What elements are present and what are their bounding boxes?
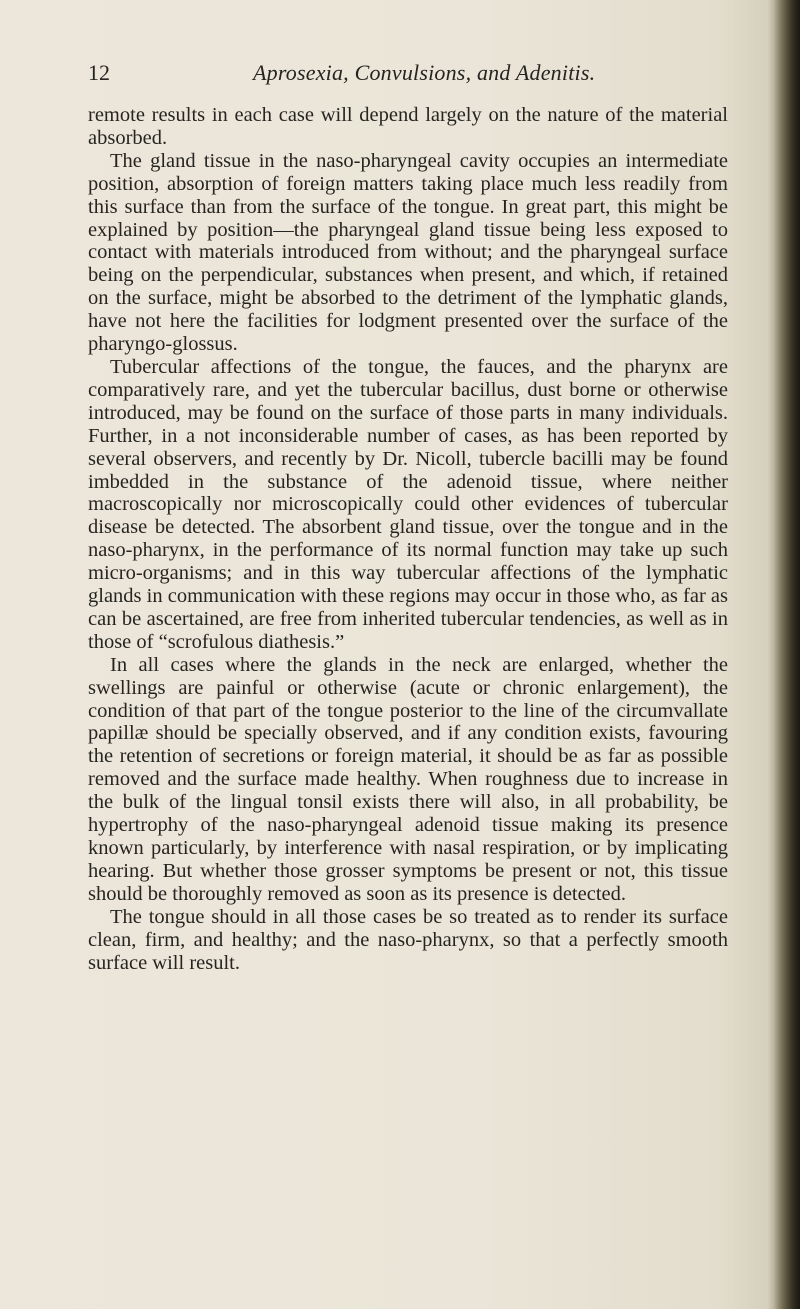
page-binding-edge [774, 0, 800, 1309]
paragraph-tongue-treatment: The tongue should in all those cases be so treated as to render its surface clean, firm, and healthy; and the naso-pharynx, so that a perfectly smooth surface will result. [88, 905, 728, 974]
paragraph-enlarged-glands: In all cases where the glands in the neck are enlarged, whether the swellings are painful or otherwise (acute or chronic enlargement), the condition of that part of the tongue posterior to the line of the circumvallate papillæ should be specially observed, and if any condition exists, favouring the retention of secretions or foreign material, it should be as far as possible removed and the surface made healthy. When roughness due to increase in the bulk of the lingual tonsil exists there will also, in all probability, be hypertrophy of the naso-pharyngeal adenoid tissue making its presence known particularly, by interference with nasal respiration, or by implicating hearing. But whether those grosser symptoms be present or not, this tissue should be thoroughly removed as soon as its presence is detected. [88, 653, 728, 905]
paragraph-tubercular-affections: Tubercular affections of the tongue, the fauces, and the pharynx are comparatively rare, and yet the tubercular bacillus, dust borne or otherwise introduced, may be found on the surface of those parts in many individuals. Further, in a not inconsiderable number of cases, as has been reported by several observers, and recently by Dr. Nicoll, tubercle bacilli may be found imbedded in the substance of the adenoid tissue, where neither macroscopically nor microscopically could other evidences of tubercular disease be detected. The absorbent gland tissue, over the tongue and in the naso-pharynx, in the performance of its normal function may take up such micro-organisms; and in this way tubercular affections of the lymphatic glands in communication with these regions may occur in those who, as far as can be ascertained, are free from inherited tubercular tendencies, as well as in those of “scrofulous diathesis.” [88, 355, 728, 653]
paragraph-gland-tissue: The gland tissue in the naso-pharyngeal cavity occupies an intermediate position, absorption of foreign matters taking place much less readily from this surface than from the surface of the tongue. In great part, this might be explained by position—the pharyngeal gland tissue being less exposed to contact with materials introduced from without; and the pharyngeal surface being on the perpendicular, substances when present, and which, if retained on the surface, might be absorbed to the detriment of the lymphatic glands, have not here the facilities for lodgment presented over the surface of the pharyngo-glossus. [88, 149, 728, 356]
page-number: 12 [88, 60, 110, 85]
paragraph-continuation: remote results in each case will depend largely on the nature of the material absorbed. [88, 104, 728, 149]
body-text [88, 104, 728, 974]
running-header [88, 60, 718, 90]
running-title: Aprosexia, Convulsions, and Adenitis. [253, 60, 596, 85]
